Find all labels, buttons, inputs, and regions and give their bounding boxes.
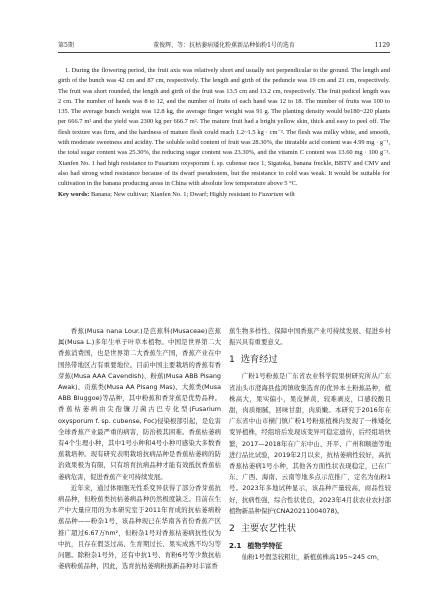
issue-number: 第5期 xyxy=(58,42,74,49)
botanical-paragraph: 仙粉1号假茎较粗壮，新植蕉株高195~245 cm， xyxy=(241,553,384,562)
intro-paragraph-1: 香蕉(Musa nana Lour.)是芭蕉科(Musaceae)芭蕉属(Musa L.)多年生单子叶草本植物。中国是世界第二大香蕉消费国，也是世界第二大香蕉生产国，香蕉产业在中国热带地区占有重要地位。目前中国主要栽培的香蕉有香芽蕉(Musa AAA Cavendish)、粉蕉(Musa ABB Pisang Awak)、贡蕉类(Musa AA Pisang Mas)、大蕉类(Musa ABB Bluggoe)等品种，其中粉蕉和香芽蕉是优势品种。香蕉枯萎病由尖孢镰刀菌古巴专化型(Fusarium oxysporum f. sp. cubense, Foc)侵染根部引起，是危害全球香蕉产业最严重的病害，防治极其困难。香蕉枯萎病有4个生理小种，其中1号小种和4号小种可感染大多数香蕉栽培种。现有研究表明栽培抗病品种是香蕉枯萎病的防治效果极为有限，只有培育抗病品种才能有效抵抗香蕉枯萎病危害，促进香蕉产业可持续发展。 xyxy=(58,327,221,481)
section-title: 选育经过 xyxy=(240,354,278,366)
abstract-body: 1. During the flowering period, the fruit axis was relatively short and usually not perpendicular to the ground. The length and girth of the bunch was 42 cm and 87 cm, respectively. The length and girth of the peduncle was 19 cm and 21 cm, respectively. The fruit was short rounded, the length and girth of the fruit was 13.5 cm and 13.2 cm, respectively. The fruit pedicel length was 2 cm. The number of hands was 8 to 12, and the number of fruits of each hand was 12 to 18. The number of fruits was 100 to 135. The average bunch weight was 12.8 kg, the average finger weight was 91 g. The planting density would be180~220 plants per 666.7 m² and the yield was 2300 kg per 666.7 m². The mature fruit had a bright yellow skin, thick and easy to peel off. The flesh texture was firm, and the hardness of mature flesh could reach 1.2~1.5 kg · cm⁻². The flesh was milky white, and smooth, with moderate sweetness and acidity. The soluble solid content of fruit was 28.30%, the titratable acid content was 4.99 mg · g⁻¹, the total sugar content was 25.30%, the reducing sugar content was 23.30%, and the vitamin C content was 13.60 mg · 100 g⁻¹. Xianfen No. 1 had high resistance to Fusarium oxysporum f. sp. cubense race 1, Sigatoka, banana freckle, BBTV and CMV and also had strong wind resistance because of its dwarf pseudostem, but the resistance to cold was weak. It would be suitable for cultivation in the banana producing areas in China with absolute low temperature above 5 °C. xyxy=(58,67,390,188)
body-right-column xyxy=(229,326,391,563)
body-left-column xyxy=(58,326,221,572)
keywords-italic: Fuzarium xyxy=(258,190,284,198)
section-heading-2 xyxy=(229,521,391,537)
subsection-heading-2-1 xyxy=(229,540,391,552)
running-title: 董俊辉，等：抗枯萎病矮化粉蕉新品种仙粉1号的选育 xyxy=(153,42,295,49)
keywords-tail: wilt xyxy=(283,190,295,198)
subsection-title: 植物学特征 xyxy=(247,542,283,551)
section-number: 1 xyxy=(229,354,235,366)
breeding-paragraph: 广粉1号粉蕉是广东省农业科学院果树研究所从广东省汕头市澄海县盐鸿镇收集选育的优异本土粉蕉品种，植株高大，果实偏小，果皮鲜黄，较难剥皮，口感较酸且甜，肉质细腻，回味甘甜，肉质嫩。本研究于2016年在广东省中山市横门镇广粉1号粉蕉植株内发现了一株矮化变异植株，经组培后发现该变异可稳定遗传，后经组培快繁，2017—2018年在广东中山、开平、广州和顺德等地进行品比试验，2019年2月以来，抗枯萎病性较好，高抗香蕉枯萎病1号小种，其他各方面性状表现稳定，已在广东、广西、海南、云南等地多点示范推广，定名为仙粉1号。2023年多地试种显示，该品种产量较高，商品性较好，抗病性强，综合性状优良，2023年4月获农业农村部植物新品种保护(CNA20211004078)。 xyxy=(229,372,391,515)
section-number: 2 xyxy=(229,523,235,535)
english-abstract xyxy=(58,66,390,200)
keywords-line xyxy=(58,190,390,200)
intro-continuation: 蕉生物多样性、保障中国香蕉产业可持续发展、促进乡村振兴具有重要意义。 xyxy=(229,327,391,347)
running-header xyxy=(58,40,390,53)
subsection-number: 2.1 xyxy=(229,542,242,551)
intro-paragraph-2: 近年来，通过体细胞无性系变异获得了部分香芽蕉抗病品种，但粉蕉类抗枯萎病品种仍然极度缺乏。目前在生产中大量应用的为本研究室于2011年育成的抗枯萎病粉蕉品种——粉杂1号，该品种现已在华南各省份香蕉产区推广超过6.67万hm²，但粉杂1号对香蕉枯萎病抗性仅为中抗，且存在假茎过高、生育期过长、果实成熟不均匀等问题。除粉杂1号外，还有中抗1号、育粉6号等少数抗枯萎病粉蕉品种，因此，选育抗枯萎病粉蕉新品种对丰富香 xyxy=(58,483,221,571)
section-heading-1 xyxy=(229,352,391,368)
keywords-label: Key words: xyxy=(58,190,90,198)
page-number: 1129 xyxy=(374,42,390,49)
keywords-text: Banana; New cultivar; Xianfen No. 1; Dwarf; Highly resistant to xyxy=(89,190,259,198)
section-title: 主要农艺性状 xyxy=(240,523,296,535)
